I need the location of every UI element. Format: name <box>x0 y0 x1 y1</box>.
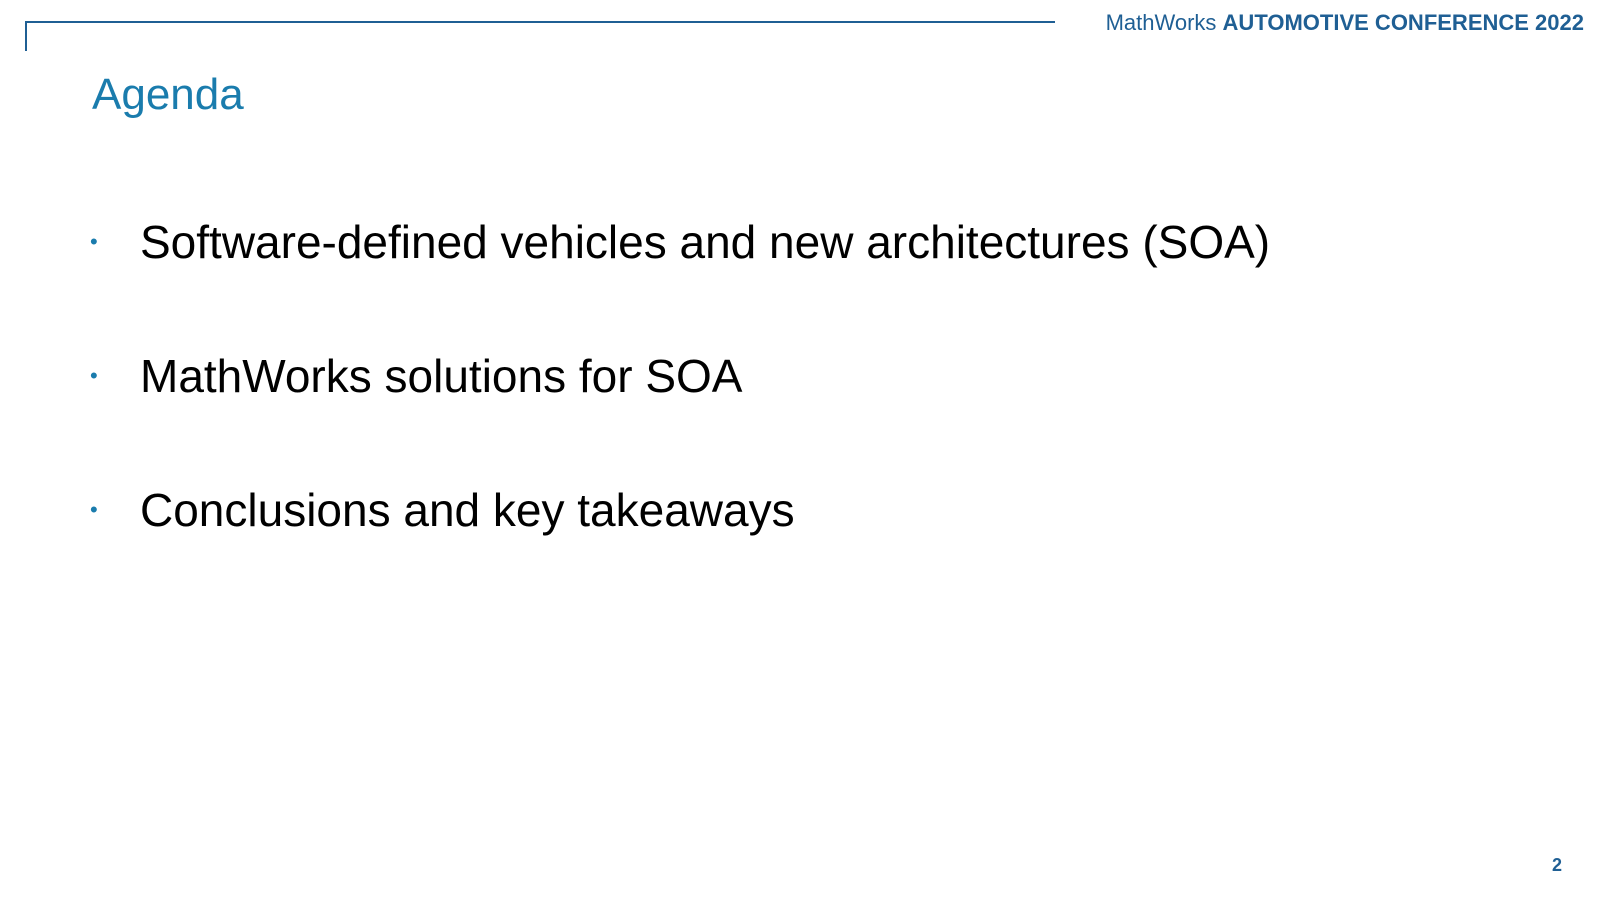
agenda-item <box>88 344 1270 408</box>
bullet-icon: • <box>90 497 98 522</box>
agenda-list <box>88 210 1270 612</box>
event-name: AUTOMOTIVE CONFERENCE 2022 <box>1222 10 1584 35</box>
corner-bracket <box>25 21 27 51</box>
conference-branding <box>1106 10 1584 36</box>
agenda-item-text: Software-defined vehicles and new architectures (SOA) <box>140 216 1271 268</box>
agenda-item <box>88 210 1270 274</box>
brand-name: MathWorks <box>1105 10 1217 35</box>
slide-title: Agenda <box>92 70 244 119</box>
page-number: 2 <box>1551 855 1562 875</box>
agenda-item-text: MathWorks solutions for SOA <box>140 350 743 402</box>
bullet-icon: • <box>90 363 98 388</box>
header-rule <box>25 21 1055 23</box>
agenda-item <box>88 478 1270 542</box>
agenda-item-text: Conclusions and key takeaways <box>140 484 795 536</box>
bullet-icon: • <box>90 229 98 254</box>
